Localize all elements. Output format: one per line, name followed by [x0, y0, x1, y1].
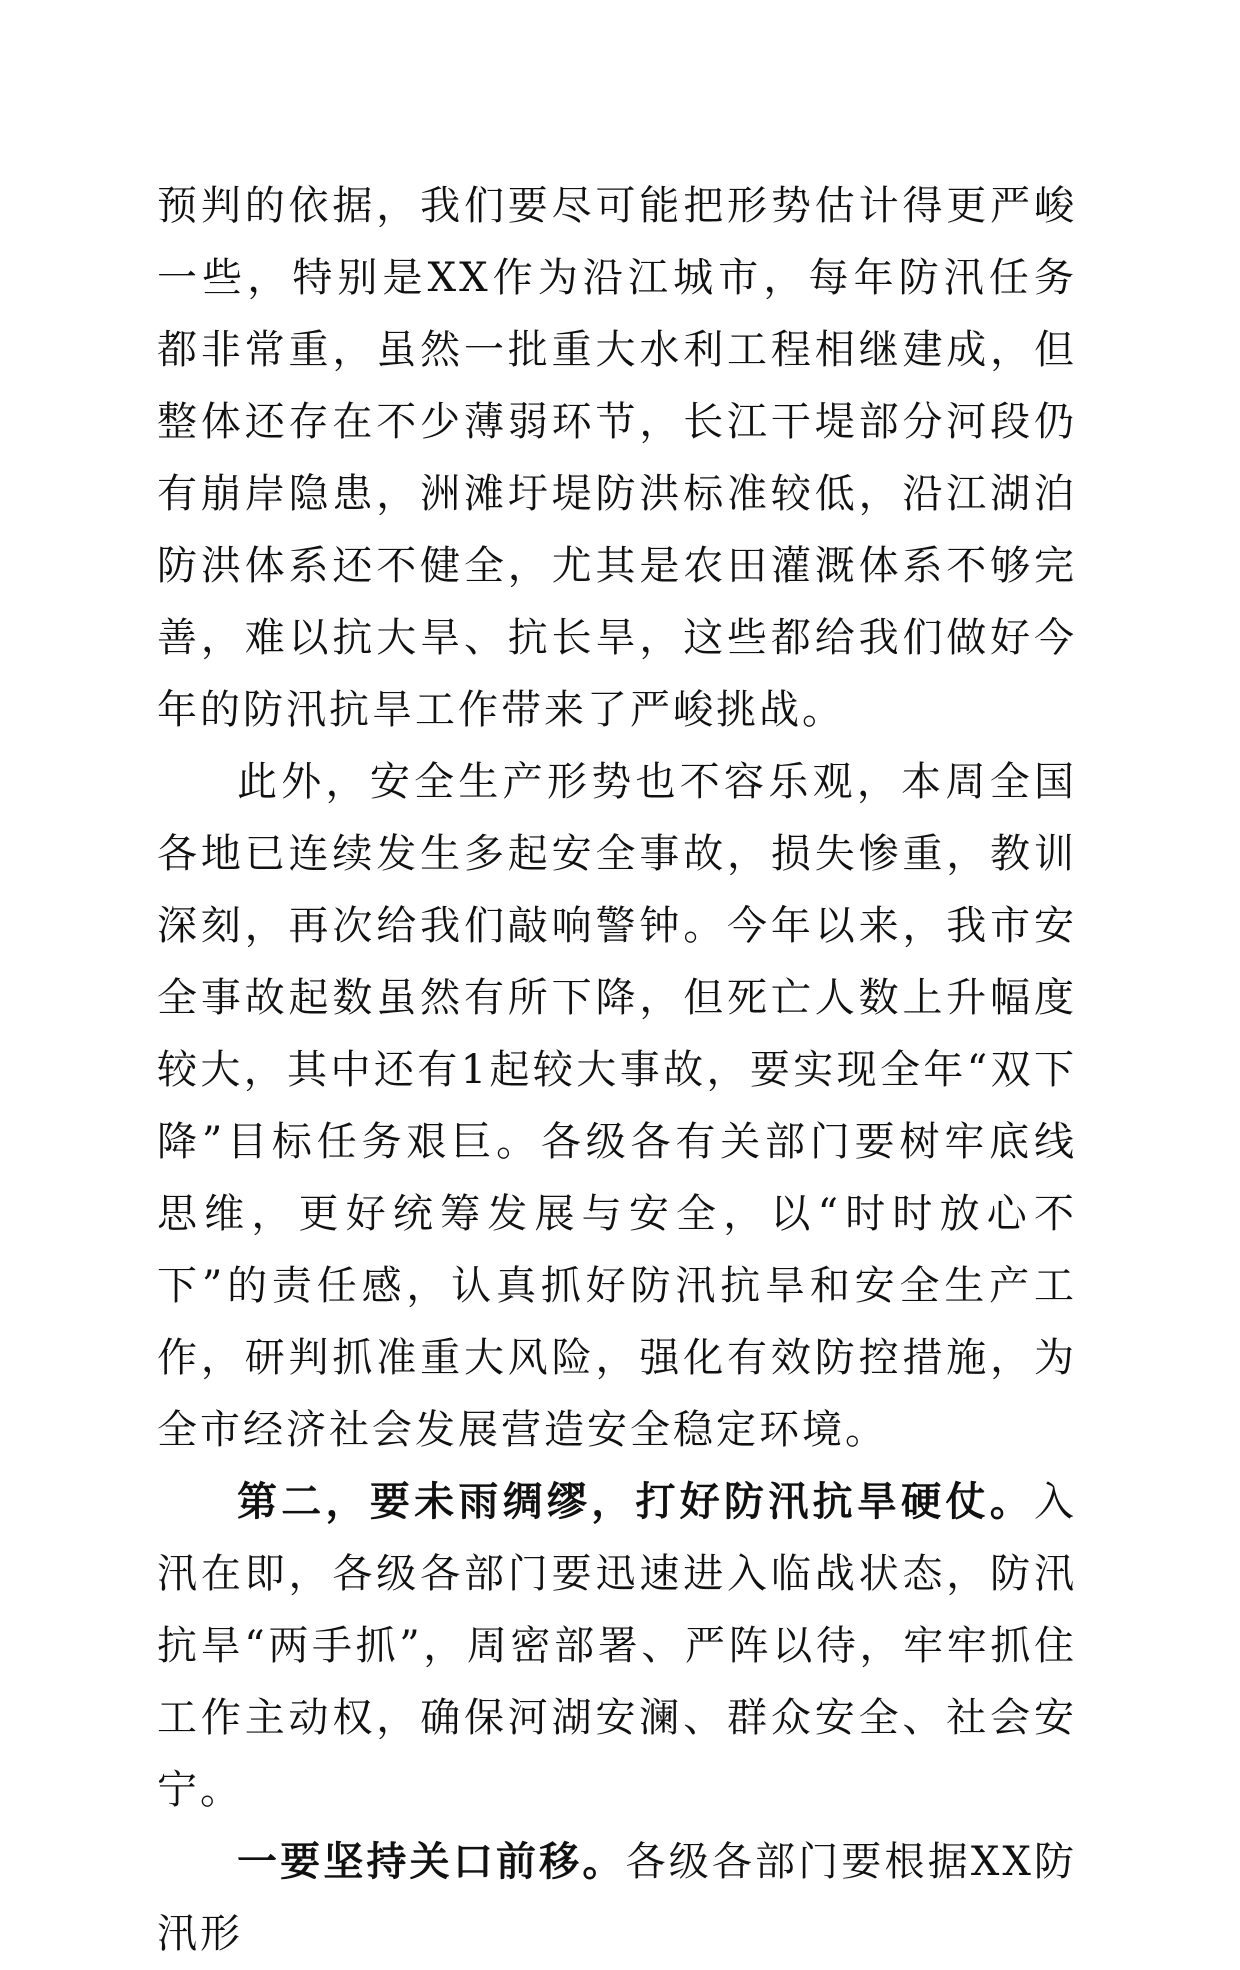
paragraph-3-text: 入汛在即，各级各部门要迅速进入临战状态，防汛抗旱“两手抓”，周密部署、严阵以待，牢牢抓住工作主动权，确保河湖安澜、群众安全、社会安宁。: [157, 1479, 1077, 1813]
paragraph-4-heading: 一要坚持关口前移。: [237, 1839, 626, 1885]
paragraph-3: [157, 1466, 1077, 1826]
paragraph-4-text: 各级各部门要根据XX防汛形: [157, 1839, 1078, 1957]
document-body: [157, 170, 1077, 1970]
paragraph-4: [157, 1826, 1077, 1970]
paragraph-1-text: 预判的依据，我们要尽可能把形势估计得更严峻一些，特别是XX作为沿江城市，每年防汛任务都非常重，虽然一批重大水利工程相继建成，但整体还存在不少薄弱环节，长江干堤部分河段仍有崩岸隐患，洲滩圩堤防洪标准较低，沿江湖泊防洪体系还不健全，尤其是农田灌溉体系不够完善，难以抗大旱、抗长旱，这些都给我们做好今年的防汛抗旱工作带来了严峻挑战。: [157, 183, 1077, 733]
paragraph-2-text: 此外，安全生产形势也不容乐观，本周全国各地已连续发生多起安全事故，损失惨重，教训深刻，再次给我们敲响警钟。今年以来，我市安全事故起数虽然有所下降，但死亡人数上升幅度较大，其中还有1起较大事故，要实现全年“双下降”目标任务艰巨。各级各有关部门要树牢底线思维，更好统筹发展与安全，以“时时放心不下”的责任感，认真抓好防汛抗旱和安全生产工作，研判抓准重大风险，强化有效防控措施，为全市经济社会发展营造安全稳定环境。: [157, 759, 1077, 1453]
paragraph-1: [157, 170, 1077, 746]
paragraph-2: [157, 746, 1077, 1466]
paragraph-3-heading: 第二，要未雨绸缪，打好防汛抗旱硬仗。: [237, 1479, 1034, 1525]
